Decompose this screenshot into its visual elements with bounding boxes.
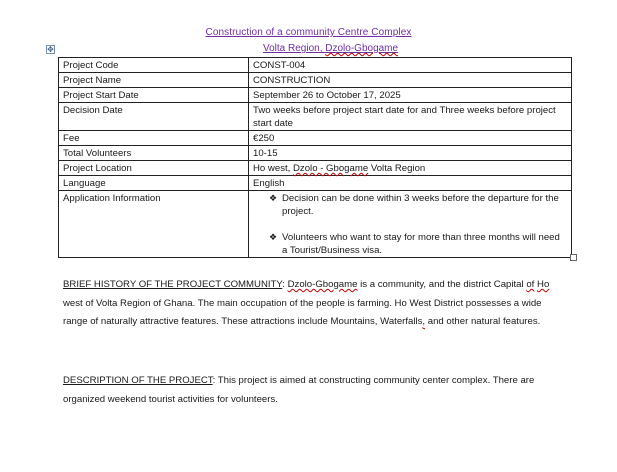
table-resize-handle-icon[interactable] bbox=[570, 254, 577, 261]
text-run: west of Volta Region of Ghana. The main occupation of the people is farming. Ho West District possesses a wide range of naturally attractive features. These attractions include Mountains, Waterfalls bbox=[63, 297, 542, 327]
row-label: Total Volunteers bbox=[59, 146, 249, 161]
location-part: Ho west, bbox=[253, 163, 293, 174]
row-value bbox=[249, 191, 572, 258]
brief-history-paragraph bbox=[63, 276, 563, 332]
document-title: Construction of a community Centre Complex bbox=[205, 27, 412, 38]
row-value: September 26 to October 17, 2025 bbox=[249, 88, 572, 103]
flagged-word: of bbox=[526, 279, 535, 290]
table-row bbox=[59, 176, 572, 191]
location-place: Dzolo - Gbogame bbox=[293, 163, 369, 174]
table-row bbox=[59, 131, 572, 146]
flagged-word: Ho bbox=[537, 279, 550, 290]
row-label: Fee bbox=[59, 131, 249, 146]
list-item bbox=[253, 231, 565, 257]
row-label: Project Start Date bbox=[59, 88, 249, 103]
flagged-word: , bbox=[422, 316, 426, 327]
row-label: Application Information bbox=[59, 191, 249, 258]
table-move-handle-icon[interactable]: ✥ bbox=[47, 45, 54, 54]
table-row bbox=[59, 58, 572, 73]
diamond-bullet-icon: ❖ bbox=[269, 193, 278, 203]
row-label: Project Location bbox=[59, 161, 249, 176]
bullet-text: Volunteers who want to stay for more than three months will need a Tourist/Business visa. bbox=[282, 232, 560, 256]
text-run: and other natural features. bbox=[425, 316, 541, 327]
table-row bbox=[59, 73, 572, 88]
row-value: €250 bbox=[249, 131, 572, 146]
table-row bbox=[59, 146, 572, 161]
subtitle-prefix: Volta Region, bbox=[263, 43, 326, 54]
description-heading: DESCRIPTION OF THE PROJECT bbox=[63, 375, 213, 386]
location-region: Volta Region bbox=[368, 163, 426, 174]
table-row bbox=[59, 191, 572, 258]
row-label: Language bbox=[59, 176, 249, 191]
table-row bbox=[59, 103, 572, 131]
description-text: : This project is aimed at constructing community center complex. There are organized weekend tourist activities for volunteers. bbox=[63, 375, 535, 405]
place-name: Dzolo-Gbogame bbox=[287, 279, 358, 290]
row-value: Two weeks before project start date for and Three weeks before project start date bbox=[249, 103, 572, 131]
row-value: 10-15 bbox=[249, 146, 572, 161]
bullet-text: Decision can be done within 3 weeks before the departure for the project. bbox=[282, 193, 559, 217]
project-info-table bbox=[58, 57, 572, 258]
row-label: Project Name bbox=[59, 73, 249, 88]
text-run: is a community, and the district Capital bbox=[357, 279, 527, 290]
subtitle-place: Dzolo-Gbogame bbox=[325, 43, 399, 54]
row-value: CONST-004 bbox=[249, 58, 572, 73]
text-run: : bbox=[282, 279, 288, 290]
row-label: Project Code bbox=[59, 58, 249, 73]
application-info-list bbox=[253, 192, 567, 257]
row-label: Decision Date bbox=[59, 103, 249, 131]
row-value: CONSTRUCTION bbox=[249, 73, 572, 88]
diamond-bullet-icon: ❖ bbox=[269, 232, 278, 242]
row-value bbox=[249, 161, 572, 176]
list-item bbox=[253, 192, 565, 218]
description-paragraph bbox=[63, 372, 563, 409]
table-row bbox=[59, 161, 572, 176]
brief-history-heading: BRIEF HISTORY OF THE PROJECT COMMUNITY bbox=[63, 279, 283, 290]
document-subtitle bbox=[263, 43, 398, 54]
table-row bbox=[59, 88, 572, 103]
row-value: English bbox=[249, 176, 572, 191]
